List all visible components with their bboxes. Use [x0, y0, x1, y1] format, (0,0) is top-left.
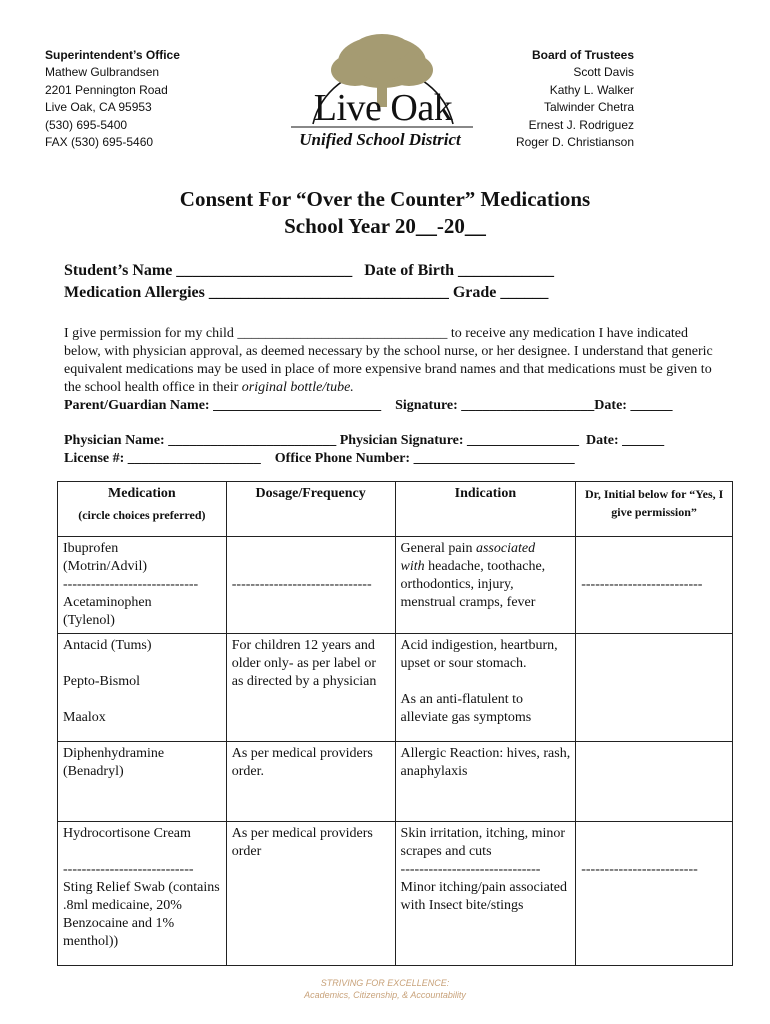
initial-cell[interactable]: --------------------------	[576, 537, 733, 634]
footer-motto	[0, 977, 770, 1001]
district-logo	[285, 24, 475, 154]
permission-emphasis: original bottle/tube.	[241, 380, 354, 395]
license-phone-line[interactable]: License #: ___________________ Office Phone Number: _______________________	[64, 451, 575, 466]
student-name-line[interactable]: Student’s Name ______________________ Date of Birth ____________	[64, 262, 555, 279]
dosage-cell: For children 12 years and older only- as per label or as directed by a physician	[226, 634, 395, 742]
indication-cell: Acid indigestion, heartburn, upset or sour stomach. As an anti-flatulent to alleviate gas symptoms	[395, 634, 576, 742]
indication-cell: Skin irritation, itching, minor scrapes and cuts ------------------------------ Minor itching/pain associated with Insect bite/stings	[395, 822, 576, 966]
board-member: Talwinder Chetra	[543, 100, 634, 115]
medication-allergies-line[interactable]: Medication Allergies ______________________________ Grade ______	[64, 284, 549, 301]
initial-cell[interactable]	[576, 742, 733, 822]
permission-text: I give permission for my child ______________________________ to receive any medication I have indicated below, with physician approval, as deemed necessary by the school nurse, or her designee. I understand that generic equivalent medications may be used in place of more expensive brand names and that medications must be given to the school health office in their	[64, 326, 713, 395]
column-header-medication-sub: (circle choices preferred)	[78, 508, 206, 522]
medication-cell[interactable]: Ibuprofen (Motrin/Advil) ----------------------------- Acetaminophen (Tylenol)	[58, 537, 227, 634]
initial-cell[interactable]: -------------------------	[576, 822, 733, 966]
footer-line-1: STRIVING FOR EXCELLENCE:	[320, 978, 450, 988]
column-header-initial: Dr, Initial below for “Yes, I give permission”	[576, 482, 733, 537]
logo-subtitle: Unified School District	[299, 130, 461, 149]
board-member: Scott Davis	[573, 65, 634, 80]
office-line: Live Oak, CA 95953	[45, 100, 152, 115]
physician-signature-line[interactable]: Physician Name: ________________________ Physician Signature: ________________ Date: ______	[64, 433, 665, 448]
guardian-signature-line[interactable]: Parent/Guardian Name: ________________________ Signature: ___________________Date: ______	[64, 398, 673, 413]
dosage-cell: As per medical providers order.	[226, 742, 395, 822]
board-of-trustees-block	[516, 47, 634, 151]
table-row	[58, 822, 733, 966]
medication-cell[interactable]: Antacid (Tums) Pepto-Bismol Maalox	[58, 634, 227, 742]
board-title: Board of Trustees	[531, 48, 634, 62]
medication-cell[interactable]: Diphenhydramine (Benadryl)	[58, 742, 227, 822]
table-row	[58, 742, 733, 822]
column-header-medication: Medication (circle choices preferred)	[58, 482, 227, 537]
board-member: Roger D. Christianson	[515, 135, 634, 150]
initial-cell[interactable]	[576, 634, 733, 742]
medication-table	[57, 481, 733, 966]
table-row	[58, 634, 733, 742]
office-line: Mathew Gulbrandsen	[45, 65, 160, 80]
table-row	[58, 537, 733, 634]
document-title: Consent For “Over the Counter” Medications	[179, 187, 591, 211]
medication-cell[interactable]: Hydrocortisone Cream ---------------------------- Sting Relief Swab (contains .8ml medicaine, 20% Benzocaine and 1% menthol))	[58, 822, 227, 966]
dosage-cell: ------------------------------	[226, 537, 395, 634]
board-member: Ernest J. Rodriguez	[528, 117, 634, 132]
permission-paragraph	[64, 325, 714, 397]
indication-cell: Allergic Reaction: hives, rash, anaphylaxis	[395, 742, 576, 822]
office-line: 2201 Pennington Road	[45, 82, 168, 97]
table-header-row	[58, 482, 733, 537]
dosage-cell: As per medical providers order	[226, 822, 395, 966]
superintendent-office-block	[45, 47, 180, 151]
column-header-indication: Indication	[395, 482, 576, 537]
indication-cell: General pain associated with headache, toothache, orthodontics, injury, menstrual cramps, fever	[395, 537, 576, 634]
school-year-line: School Year 20__-20__	[284, 214, 486, 238]
office-title: Superintendent’s Office	[45, 48, 180, 62]
footer-line-2: Academics, Citizenship, & Accountability	[304, 990, 466, 1000]
office-line: (530) 695-5400	[45, 117, 128, 132]
logo-name: Live Oak	[313, 87, 453, 129]
office-line: FAX (530) 695-5460	[45, 135, 154, 150]
board-member: Kathy L. Walker	[549, 82, 634, 97]
column-header-dosage: Dosage/Frequency	[226, 482, 395, 537]
